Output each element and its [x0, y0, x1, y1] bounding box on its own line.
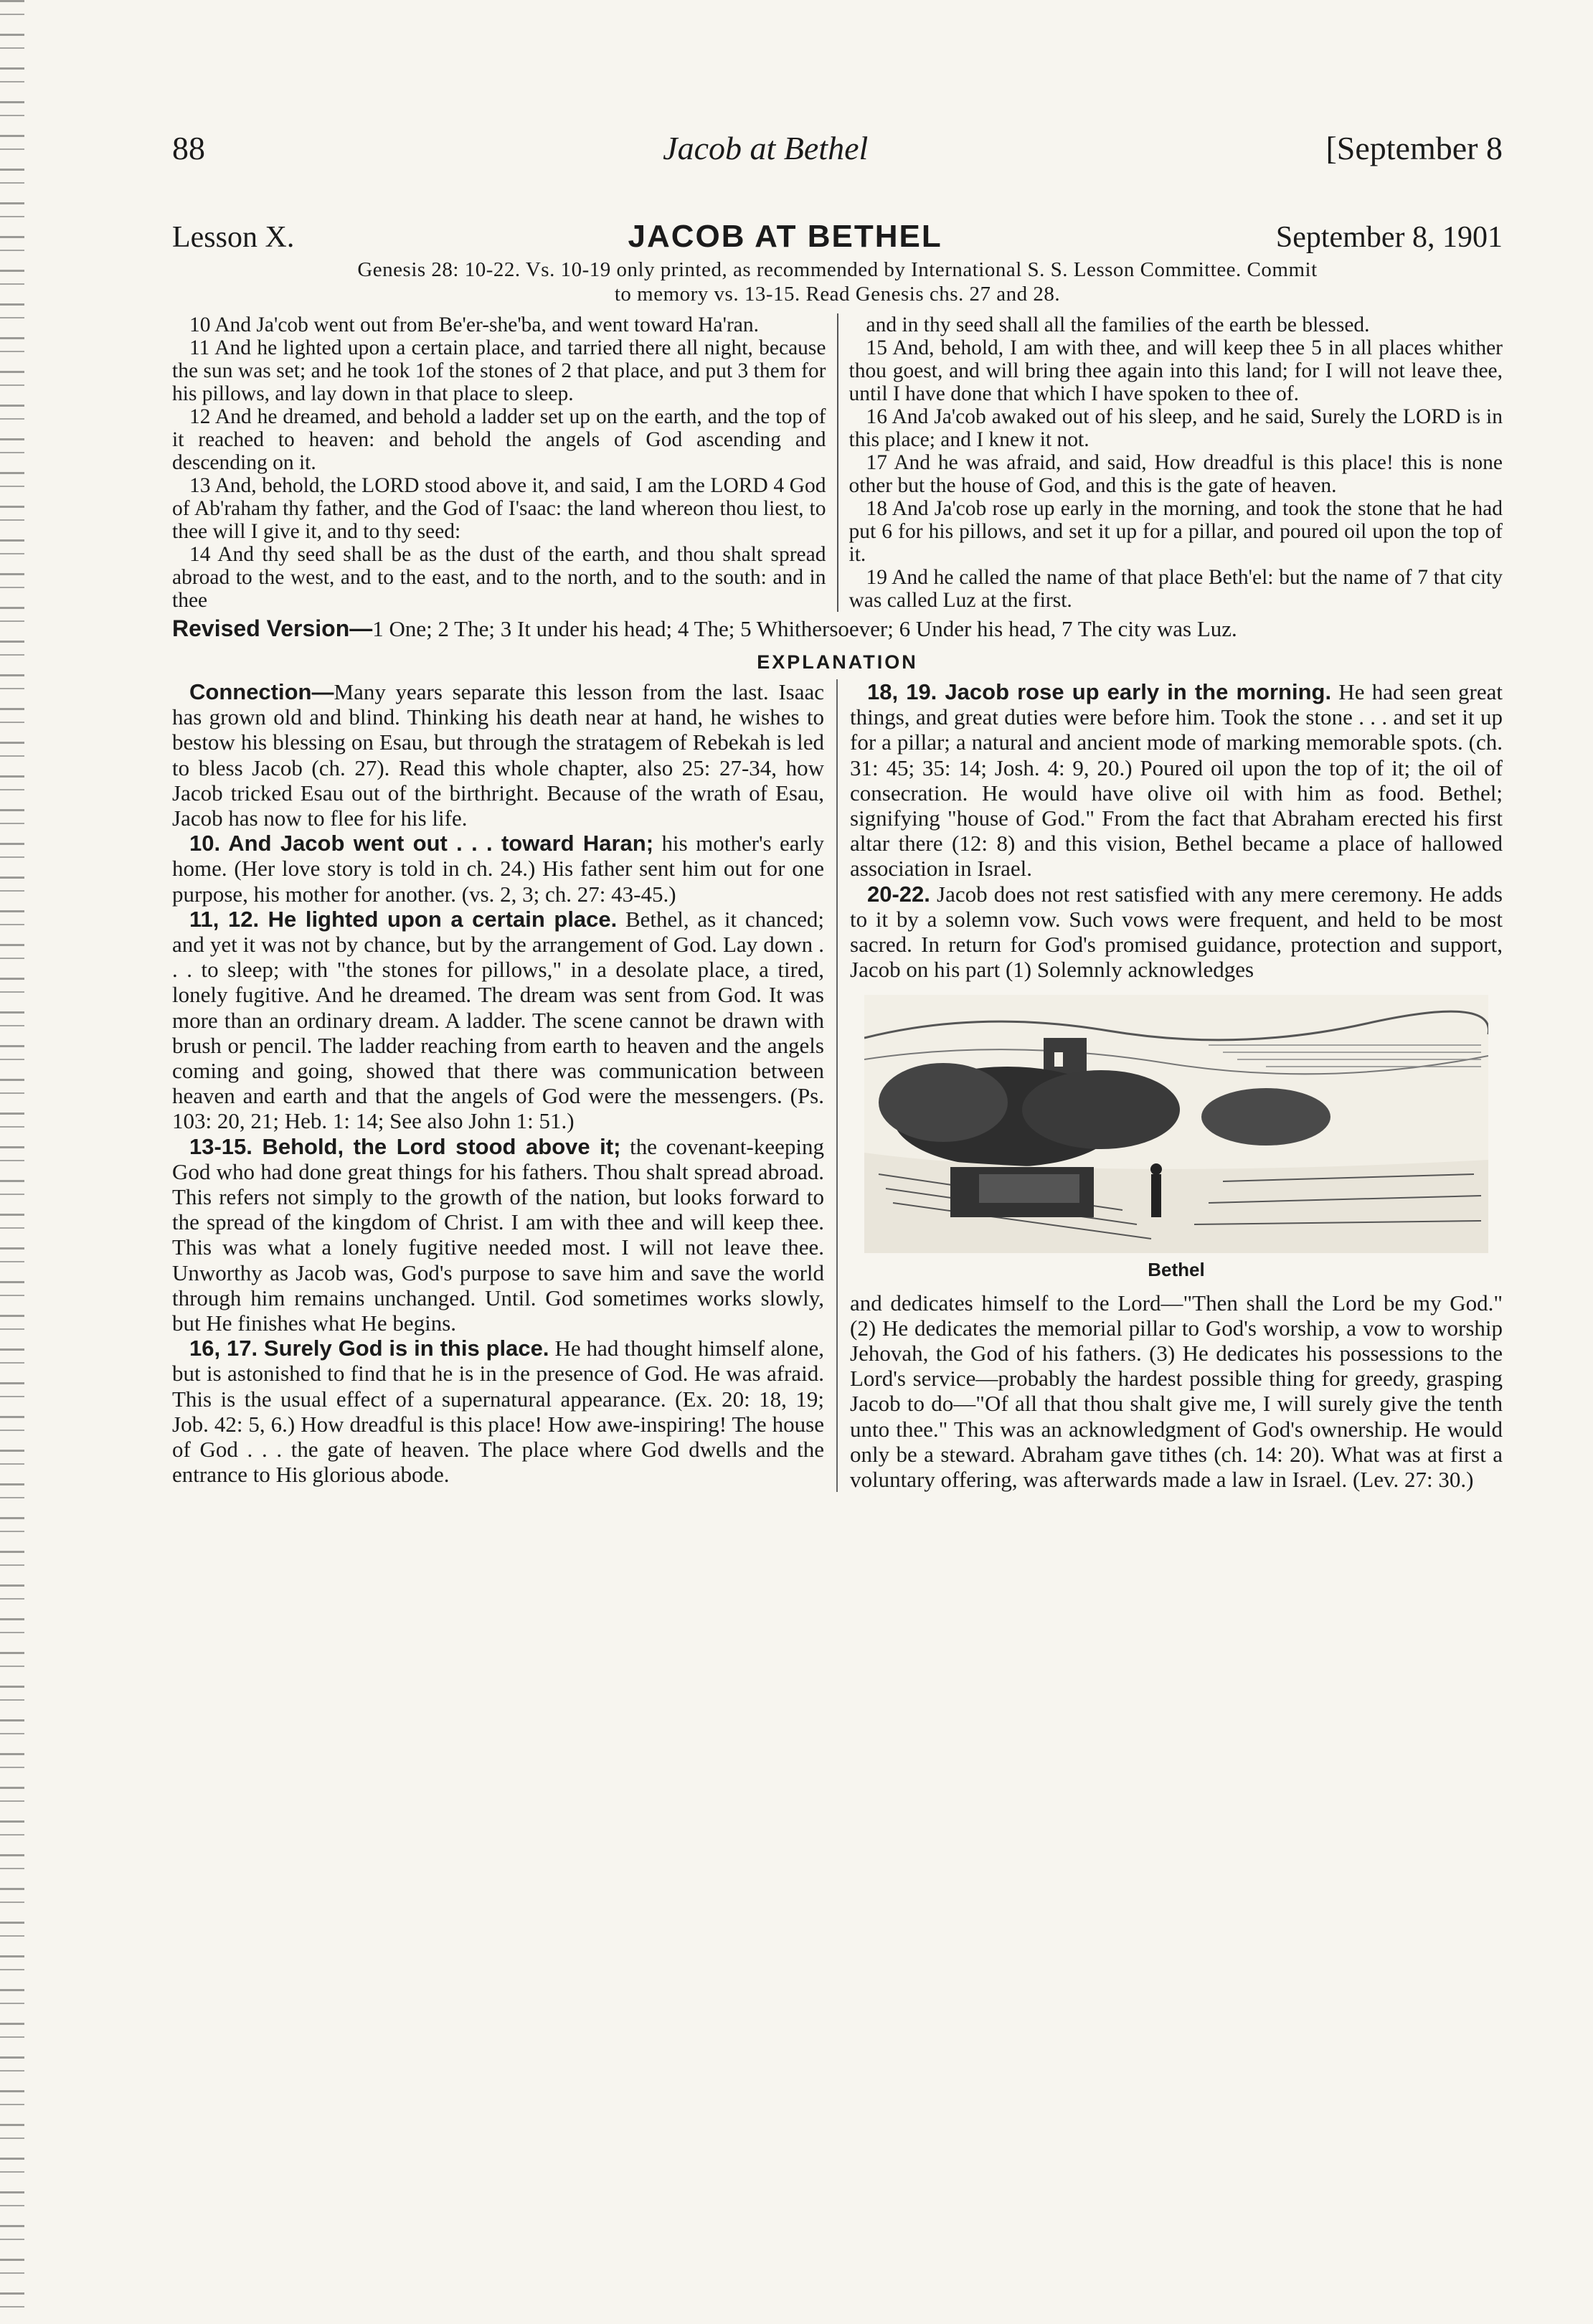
- explanation-paragraph: [172, 1134, 824, 1336]
- bethel-illustration: [864, 995, 1488, 1253]
- explanation-column-left: [172, 679, 824, 1492]
- column-divider: [836, 679, 838, 1492]
- page: [172, 129, 1503, 1492]
- verse: 13 And, behold, the LORD stood above it, and said, I am the LORD 4 God of Ab'raham thy father, and the God of I'saac: the land whereon thou liest, to thee will I give it, and to thy seed:: [172, 474, 826, 543]
- revised-version-label: Revised Version—: [172, 615, 373, 641]
- revised-version: [172, 616, 1503, 641]
- revised-version-text: 1 One; 2 The; 3 It under his head; 4 The; 5 Whithersoever; 6 Under his head, 7 The city was Luz.: [372, 616, 1237, 641]
- paragraph-text: and dedicates himself to the Lord—"Then shall the Lord be my God." (2) He dedicates the memorial pillar to God's worship, a vow to worship Jehovah, the God of his fathers. (3) He dedicates his possessions to the Lord's service—probably the hardest possible thing for greedy, grasping Jacob to do—"Of all that thou shalt give me, I will surely give the tenth unto thee." This was an acknowledgment of God's ownership. He would only be a steward. Abraham gave tithes (ch. 14: 20). What was at first a voluntary offering, was afterwards made a law in Israel. (Lev. 27: 30.): [850, 1290, 1503, 1493]
- explanation-paragraph: [850, 1290, 1503, 1493]
- lesson-label: Lesson X.: [172, 221, 295, 254]
- running-head: [172, 129, 1503, 167]
- running-title: Jacob at Bethel: [663, 130, 869, 166]
- running-date: [September 8: [1325, 130, 1503, 166]
- paragraph-head: 18, 19. Jacob rose up early in the morning.: [867, 679, 1332, 704]
- explanation: [172, 679, 1503, 1492]
- paragraph-head: 10. And Jacob went out . . . toward Haran;: [189, 831, 654, 856]
- paragraph-text: Jacob does not rest satisfied with any mere ceremony. He adds to it by a solemn vow. Such vows were frequent, and held to be most sacred. In return for God's promised guidance, protection and support, Jacob on his part (1) Solemnly acknowledges: [850, 881, 1503, 983]
- lesson-intro: [172, 258, 1503, 306]
- column-divider: [837, 313, 838, 612]
- paragraph-text: Many years separate this lesson from the last. Isaac has grown old and blind. Thinking his death near at hand, he wishes to bestow his blessing on Esau, but through the stratagem of Rebekah is led to bless Jacob (ch. 27). Read this whole chapter, also 25: 27-34, how Jacob tricked Esau out of the birthright. Because of the wrath of Esau, Jacob has now to flee for his life.: [172, 679, 824, 831]
- paragraph-text: Bethel, as it chanced; and yet it was not by chance, but by the arrangement of God. Lay down . . . to sleep; with "the stones for pillows," in a desolate place, a tired, lonely fugitive. And he dreamed. The dream was sent from God. It was more than an ordinary dream. A ladder. The scene cannot be drawn with brush or pencil. The ladder reaching from earth to heaven and the angels coming and going, showed that there was communication between heaven and earth and that the angels of God were the messengers. (Ps. 103: 20, 21; Heb. 1: 14; See also John 1: 51.): [172, 906, 824, 1134]
- verse: 11 And he lighted upon a certain place, and tarried there all night, because the sun was set; and he took 1of the stones of 2 that place, and put 3 them for his pillows, and lay down in that place to sleep.: [172, 336, 826, 405]
- verse: 12 And he dreamed, and behold a ladder set up on the earth, and the top of it reached to heaven: and behold the angels of God ascending and descending on it.: [172, 405, 826, 474]
- verse: 17 And he was afraid, and said, How dreadful is this place! this is none other but the house of God, and this is the gate of heaven.: [849, 451, 1503, 497]
- explanation-paragraph: [172, 679, 824, 831]
- explanation-column-right: [850, 679, 1503, 1492]
- verse: 14 And thy seed shall be as the dust of the earth, and thou shalt spread abroad to the west, and to the east, and to the north, and to the south: and in thee: [172, 543, 826, 612]
- verse: 16 And Ja'cob awaked out of his sleep, and he said, Surely the LORD is in this place; and I knew it not.: [849, 405, 1503, 451]
- lesson-date: September 8, 1901: [1275, 221, 1503, 254]
- explanation-heading: EXPLANATION: [757, 651, 918, 673]
- explanation-paragraph: [850, 882, 1503, 983]
- scripture-column-left: [172, 313, 826, 612]
- paragraph-head: 11, 12. He lighted upon a certain place.: [189, 906, 618, 932]
- paragraph-text: the covenant-keeping God who had done great things for his fathers. Thou shalt spread abroad. This refers not simply to the growth of the nation, but looks forward to the spread of the kingdom of Christ. I am with thee and will keep thee. This was what a lonely fugitive needed most. I will not leave thee. Unworthy as Jacob was, God's purpose to save him and save the world through him remains unchanged. Until. God sometimes works slowly, but He finishes what He begins.: [172, 1133, 824, 1336]
- paragraph-text: He had seen great things, and great duties were before him. Took the stone . . . and set it up for a pillar; a natural and ancient mode of marking memorable spots. (ch. 31: 45; 35: 14; Josh. 4: 9, 20.) Poured oil upon the top of it; the oil of consecration. He would have olive oil with him as food. Bethel; signifying "house of God." From the fact that Abraham erected his first altar there (12: 8) and this vision, Bethel became a place of hallowed association in Israel.: [850, 679, 1503, 882]
- explanation-paragraph: [172, 1336, 824, 1487]
- page-number: 88: [172, 130, 205, 166]
- paragraph-head: 16, 17. Surely God is in this place.: [189, 1336, 549, 1361]
- paragraph-text: his mother's early home. (Her love story is told in ch. 24.) His father sent him out for one purpose, his mother for another. (vs. 2, 3; ch. 27: 43-45.): [172, 831, 824, 907]
- verse: 18 And Ja'cob rose up early in the morning, and took the stone that he had put 6 for his pillows, and set it up for a pillar, and poured oil upon the top of it.: [849, 497, 1503, 566]
- lesson-header: [172, 219, 1503, 255]
- paragraph-head: Connection—: [189, 679, 334, 704]
- verse: 15 And, behold, I am with thee, and will keep thee 5 in all places whither thou goest, and will bring thee again into this land; for I will not leave thee, until I have done that which I have spoken to thee of.: [849, 336, 1503, 405]
- verse: and in thy seed shall all the families of the earth be blessed.: [866, 313, 1370, 336]
- paragraph-text: He had thought himself alone, but is astonished to find that he is in the presence of God. He was afraid. This is the usual effect of a supernatural appearance. (Ex. 20: 18, 19; Job. 42: 5, 6.) How dreadful is this place! How awe-inspiring! The house of God . . . the gate of heaven. The place where God dwells and the entrance to His glorious abode.: [172, 1336, 824, 1488]
- image-caption: Bethel: [1148, 1259, 1205, 1281]
- scripture-text: [172, 313, 1503, 612]
- paragraph-head: 20-22.: [867, 881, 930, 907]
- paragraph-head: 13-15. Behold, the Lord stood above it;: [189, 1133, 621, 1159]
- lesson-title: JACOB AT BETHEL: [628, 219, 942, 254]
- explanation-paragraph: [850, 679, 1503, 882]
- scan-edge: [0, 0, 24, 2324]
- intro-line: to memory vs. 13-15. Read Genesis chs. 27 and 28.: [614, 283, 1061, 306]
- explanation-paragraph: [172, 831, 824, 907]
- intro-line: Genesis 28: 10-22. Vs. 10-19 only printed, as recommended by International S. S. Lesson Committee. Commit: [357, 258, 1318, 281]
- scripture-column-right: [849, 313, 1503, 612]
- verse: 10 And Ja'cob went out from Be'er-she'ba, and went toward Ha'ran.: [189, 313, 759, 336]
- bethel-engraving: [864, 995, 1488, 1253]
- verse: 19 And he called the name of that place Beth'el: but the name of 7 that city was called Luz at the first.: [849, 566, 1503, 612]
- explanation-paragraph: [172, 907, 824, 1134]
